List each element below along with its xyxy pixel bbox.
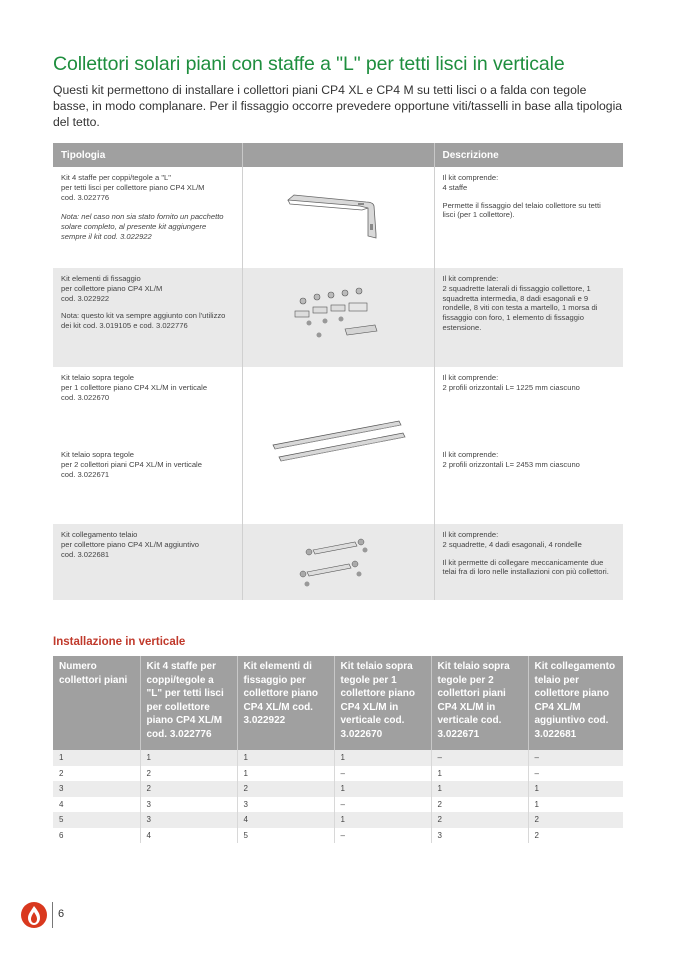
table-row: [53, 766, 623, 782]
kit-desc-line: Il kit comprende:: [442, 530, 499, 539]
header-tipologia: Tipologia: [53, 143, 242, 167]
header-kit-telaio-1: Kit telaio sopra tegole per 1 collettore piano CP4 XL/M in verticale cod. 3.022670: [334, 656, 431, 750]
page-title: Collettori solari piani con staffe a "L" per tetti lisci in verticale: [53, 53, 565, 75]
kit-row-collegamento: [53, 524, 623, 600]
kit-code: cod. 3.022681: [61, 549, 110, 559]
kit-type-cell: [53, 444, 242, 524]
fixing-elements-image: [283, 283, 393, 349]
kit-desc-cell: [434, 367, 623, 444]
cell: 2: [140, 766, 237, 782]
cell: 3: [237, 797, 334, 813]
cell: 4: [59, 799, 64, 809]
kit-type-line: per 2 collettori piani CP4 XL/M in verticale: [61, 459, 202, 469]
cell: 1: [334, 750, 431, 766]
kit-type-line: Kit elementi di fissaggio: [61, 274, 141, 283]
kit-desc-extra: Il kit permette di collegare meccanicamente due telai fra di loro nelle installazioni con più collettori.: [442, 557, 609, 577]
cell: 1: [334, 781, 431, 797]
kit-desc-line: 2 squadrette laterali di fissaggio collettore, 1 squadretta intermedia, 8 dadi esagonali e 9 rondelle, 8 viti con testa a martello, 1 morsa di fissaggio con foro, 1 elemento di fissaggio estensione.: [442, 283, 598, 332]
cell: 3: [53, 781, 140, 797]
l-bracket-image: [278, 186, 398, 246]
kit-type-line: Kit collegamento telaio: [61, 530, 138, 539]
kit-type-line: per collettore piano CP4 XL/M: [61, 283, 163, 293]
installation-section-title: Installazione in verticale: [53, 636, 186, 648]
cell: 1: [431, 766, 528, 782]
cell: 2: [431, 812, 528, 828]
kit-desc-line: 4 staffe: [442, 182, 468, 192]
installation-table: [53, 656, 623, 843]
cell: 2: [140, 781, 237, 797]
cell: –: [334, 797, 431, 813]
table-row: [53, 750, 623, 766]
installation-table-header: [53, 656, 623, 750]
cell: 6: [59, 830, 64, 840]
cell: 1: [528, 797, 623, 813]
cell: –: [334, 766, 431, 782]
header-kit-staffe: Kit 4 staffe per coppi/tegole a "L" per tetti lisci per collettore piano CP4 XL/M cod. 3.022776: [140, 656, 237, 750]
kit-type-line: Kit telaio sopra tegole: [61, 373, 135, 382]
intro-paragraph: Questi kit permettono di installare i collettori piani CP4 XL e CP4 M su tetti lisci o a falda con tegole basse, in modo complanare. Per il fissaggio occorre prevedere opportune viti/tasselli in base alla tipologia del tetto.: [53, 83, 623, 129]
page-number: 6: [58, 908, 65, 920]
kit-desc-line: Il kit comprende:: [442, 173, 499, 182]
kit-code: cod. 3.022776: [61, 192, 110, 202]
kit-image-cell: [242, 167, 434, 268]
cell: 2: [528, 828, 623, 844]
flame-logo-icon: [20, 901, 48, 929]
kit-row-telaio-1: [53, 367, 623, 444]
kit-note: Nota: questo kit va sempre aggiunto con l'utilizzo dei kit cod. 3.019105 e cod. 3.022776: [61, 311, 226, 331]
kit-type-line: Kit 4 staffe per coppi/tegole a "L": [61, 173, 171, 182]
table-row: [53, 781, 623, 797]
kit-code: cod. 3.022670: [61, 392, 110, 402]
kit-desc-cell: [434, 167, 623, 268]
cell: 3: [431, 828, 528, 844]
kit-desc-line: 2 squadrette, 4 dadi esagonali, 4 rondelle: [442, 539, 582, 549]
cell: 2: [431, 797, 528, 813]
kits-table: [53, 143, 623, 600]
kit-desc-line: 2 profili orizzontali L= 1225 mm ciascuno: [442, 382, 580, 392]
kit-image-cell: [242, 268, 434, 367]
kit-type-line: per tetti lisci per collettore piano CP4 XL/M: [61, 182, 205, 192]
kit-row-staffe: [53, 167, 623, 268]
kit-desc-cell: [434, 524, 623, 600]
cell: 5: [237, 828, 334, 844]
cell: –: [334, 828, 431, 844]
kit-code: cod. 3.022922: [61, 293, 110, 303]
kit-desc-line: Il kit comprende:: [442, 373, 499, 382]
kit-code: cod. 3.022671: [61, 469, 110, 479]
header-image: [242, 143, 434, 167]
kit-desc-cell: [434, 444, 623, 524]
kit-type-line: Kit telaio sopra tegole: [61, 450, 135, 459]
kits-table-header: [53, 143, 623, 167]
cell: 2: [237, 781, 334, 797]
kit-type-cell: [53, 167, 242, 268]
cell: 3: [140, 797, 237, 813]
cell: 5: [53, 812, 140, 828]
kit-type-cell: [53, 268, 242, 367]
kit-type-cell: [53, 524, 242, 600]
connection-brackets-image: [293, 530, 383, 592]
cell: –: [528, 766, 623, 782]
header-kit-telaio-2: Kit telaio sopra tegole per 2 collettori piani CP4 XL/M in verticale cod. 3.022671: [431, 656, 528, 750]
kit-type-line: per 1 collettore piano CP4 XL/M in verticale: [61, 382, 208, 392]
cell: 1: [334, 812, 431, 828]
kit-row-fissaggio: [53, 268, 623, 367]
cell: 3: [140, 812, 237, 828]
cell: 4: [140, 828, 237, 844]
kit-desc-line: Il kit comprende:: [442, 450, 499, 459]
header-kit-collegamento: Kit collegamento telaio per collettore piano CP4 XL/M aggiuntivo cod. 3.022681: [528, 656, 623, 750]
cell: –: [528, 750, 623, 766]
cell: 1: [53, 750, 140, 766]
table-row: [53, 797, 623, 813]
kit-type-cell: [53, 367, 242, 444]
kit-type-line: per collettore piano CP4 XL/M aggiuntivo: [61, 539, 200, 549]
table-row: [53, 812, 623, 828]
header-kit-fissaggio: Kit elementi di fissaggio per collettore piano CP4 XL/M cod. 3.022922: [237, 656, 334, 750]
frame-profiles-image: [263, 409, 413, 479]
cell: 4: [237, 812, 334, 828]
kit-note: Nota: nel caso non sia stato fornito un pacchetto solare completo, al presente kit aggiungere sempre il kit cod. 3.022922: [61, 212, 224, 241]
cell: 2: [528, 812, 623, 828]
header-numero-collettori: Numero collettori piani: [53, 656, 140, 750]
cell: 2: [59, 768, 64, 778]
cell: 1: [140, 750, 237, 766]
header-descrizione: Descrizione: [434, 143, 623, 167]
footer-separator: [52, 902, 53, 928]
cell: 1: [237, 750, 334, 766]
kit-desc-cell: [434, 268, 623, 367]
cell: 1: [237, 766, 334, 782]
kit-image-cell: [242, 524, 434, 600]
kit-desc-line: Il kit comprende:: [442, 274, 499, 283]
kit-desc-extra: Permette il fissaggio del telaio collettore su tetti lisci (per 1 collettore).: [442, 200, 601, 220]
cell: 1: [431, 781, 528, 797]
cell: 1: [528, 781, 623, 797]
kit-desc-line: 2 profili orizzontali L= 2453 mm ciascuno: [442, 459, 580, 469]
kit-image-cell: [242, 367, 434, 524]
cell: –: [431, 750, 528, 766]
table-row: [53, 828, 623, 844]
